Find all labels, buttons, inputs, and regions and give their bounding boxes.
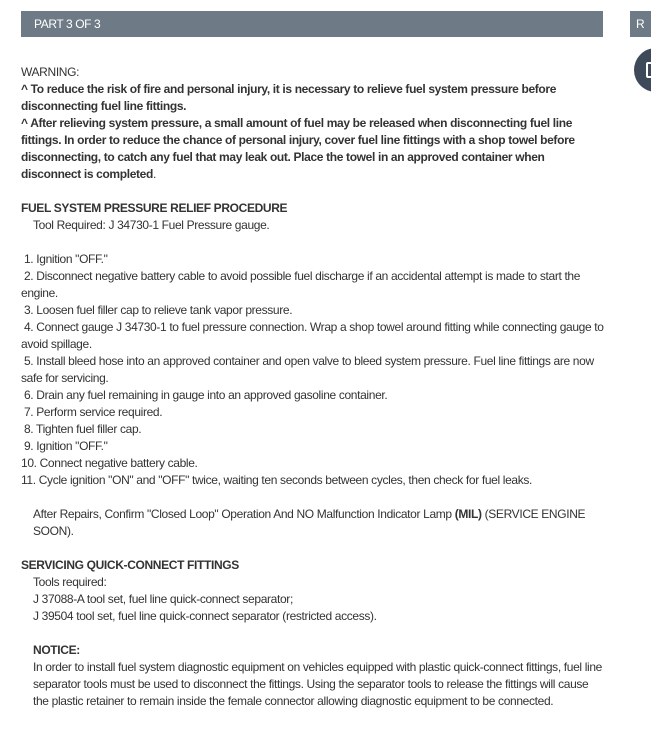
procedure-step: 1. Ignition "OFF." [21,252,108,266]
warning-label: WARNING: [21,65,80,79]
procedure-step: 2. Disconnect negative battery cable to avoid possible fuel discharge if an accidental attempt is made to start the engine. [21,269,584,300]
procedure-title: FUEL SYSTEM PRESSURE RELIEF PROCEDURE [21,201,288,215]
tool-item: J 37088-A tool set, fuel line quick-connect separator; [33,592,293,606]
procedure-step: 9. Ignition "OFF." [21,439,108,453]
procedure-step: 6. Drain any fuel remaining in gauge into an approved gasoline container. [21,388,388,402]
notice-text: In order to install fuel system diagnostic equipment on vehicles equipped with plastic quick-connect fittings, fuel line separator tools must be used to disconnect the fittings. Using the separator tools to release the fittings will cause the plastic retainer to remain inside the female connector allowing diagnostic equipment to be connected. [33,660,602,708]
notice-label: NOTICE: [33,643,80,657]
section-title: PART 3 OF 3 [34,17,101,31]
procedure-step: 7. Perform service required. [21,405,163,419]
document-content [21,64,605,710]
procedure-step: 4. Connect gauge J 34730-1 to fuel pressure connection. Wrap a shop towel around fitting while connecting gauge to avoid spillage. [21,320,607,351]
procedure-step: 11. Cycle ignition "ON" and "OFF" twice, waiting ten seconds between cycles, then check for fuel leaks. [21,473,533,487]
warning-item: ^ To reduce the risk of fire and personal injury, it is necessary to relieve fuel system pressure before disconnecting fuel line fittings. [21,82,557,113]
tool-item: J 39504 tool set, fuel line quick-connect separator (restricted access). [33,609,377,623]
procedure-step: 3. Loosen fuel filler cap to relieve tank vapor pressure. [21,303,293,317]
print-icon[interactable] [634,48,651,92]
servicing-title: SERVICING QUICK-CONNECT FITTINGS [21,558,239,572]
procedure-tool: Tool Required: J 34730-1 Fuel Pressure gauge. [33,218,270,232]
after-repairs: After Repairs, Confirm "Closed Loop" Operation And NO Malfunction Indicator Lamp (MIL) (SERVICE ENGINE SOON). [33,507,586,538]
procedure-steps [21,251,605,489]
procedure-step: 8. Tighten fuel filler cap. [21,422,142,436]
procedure-step: 10. Connect negative battery cable. [21,456,198,470]
section-header [21,11,603,37]
right-panel-tab[interactable]: R [630,11,651,37]
tools-label: Tools required: [33,575,107,589]
warning-item: ^ After relieving system pressure, a small amount of fuel may be released when disconnecting fuel line fittings. In order to reduce the chance of personal injury, cover fuel line fittings with a shop towel before disconnecting, to catch any fuel that may leak out. Place the towel in an approved container when disconnect is completed. [21,116,575,181]
procedure-step: 5. Install bleed hose into an approved container and open valve to bleed system pressure. Fuel line fittings are now safe for servicing. [21,354,597,385]
